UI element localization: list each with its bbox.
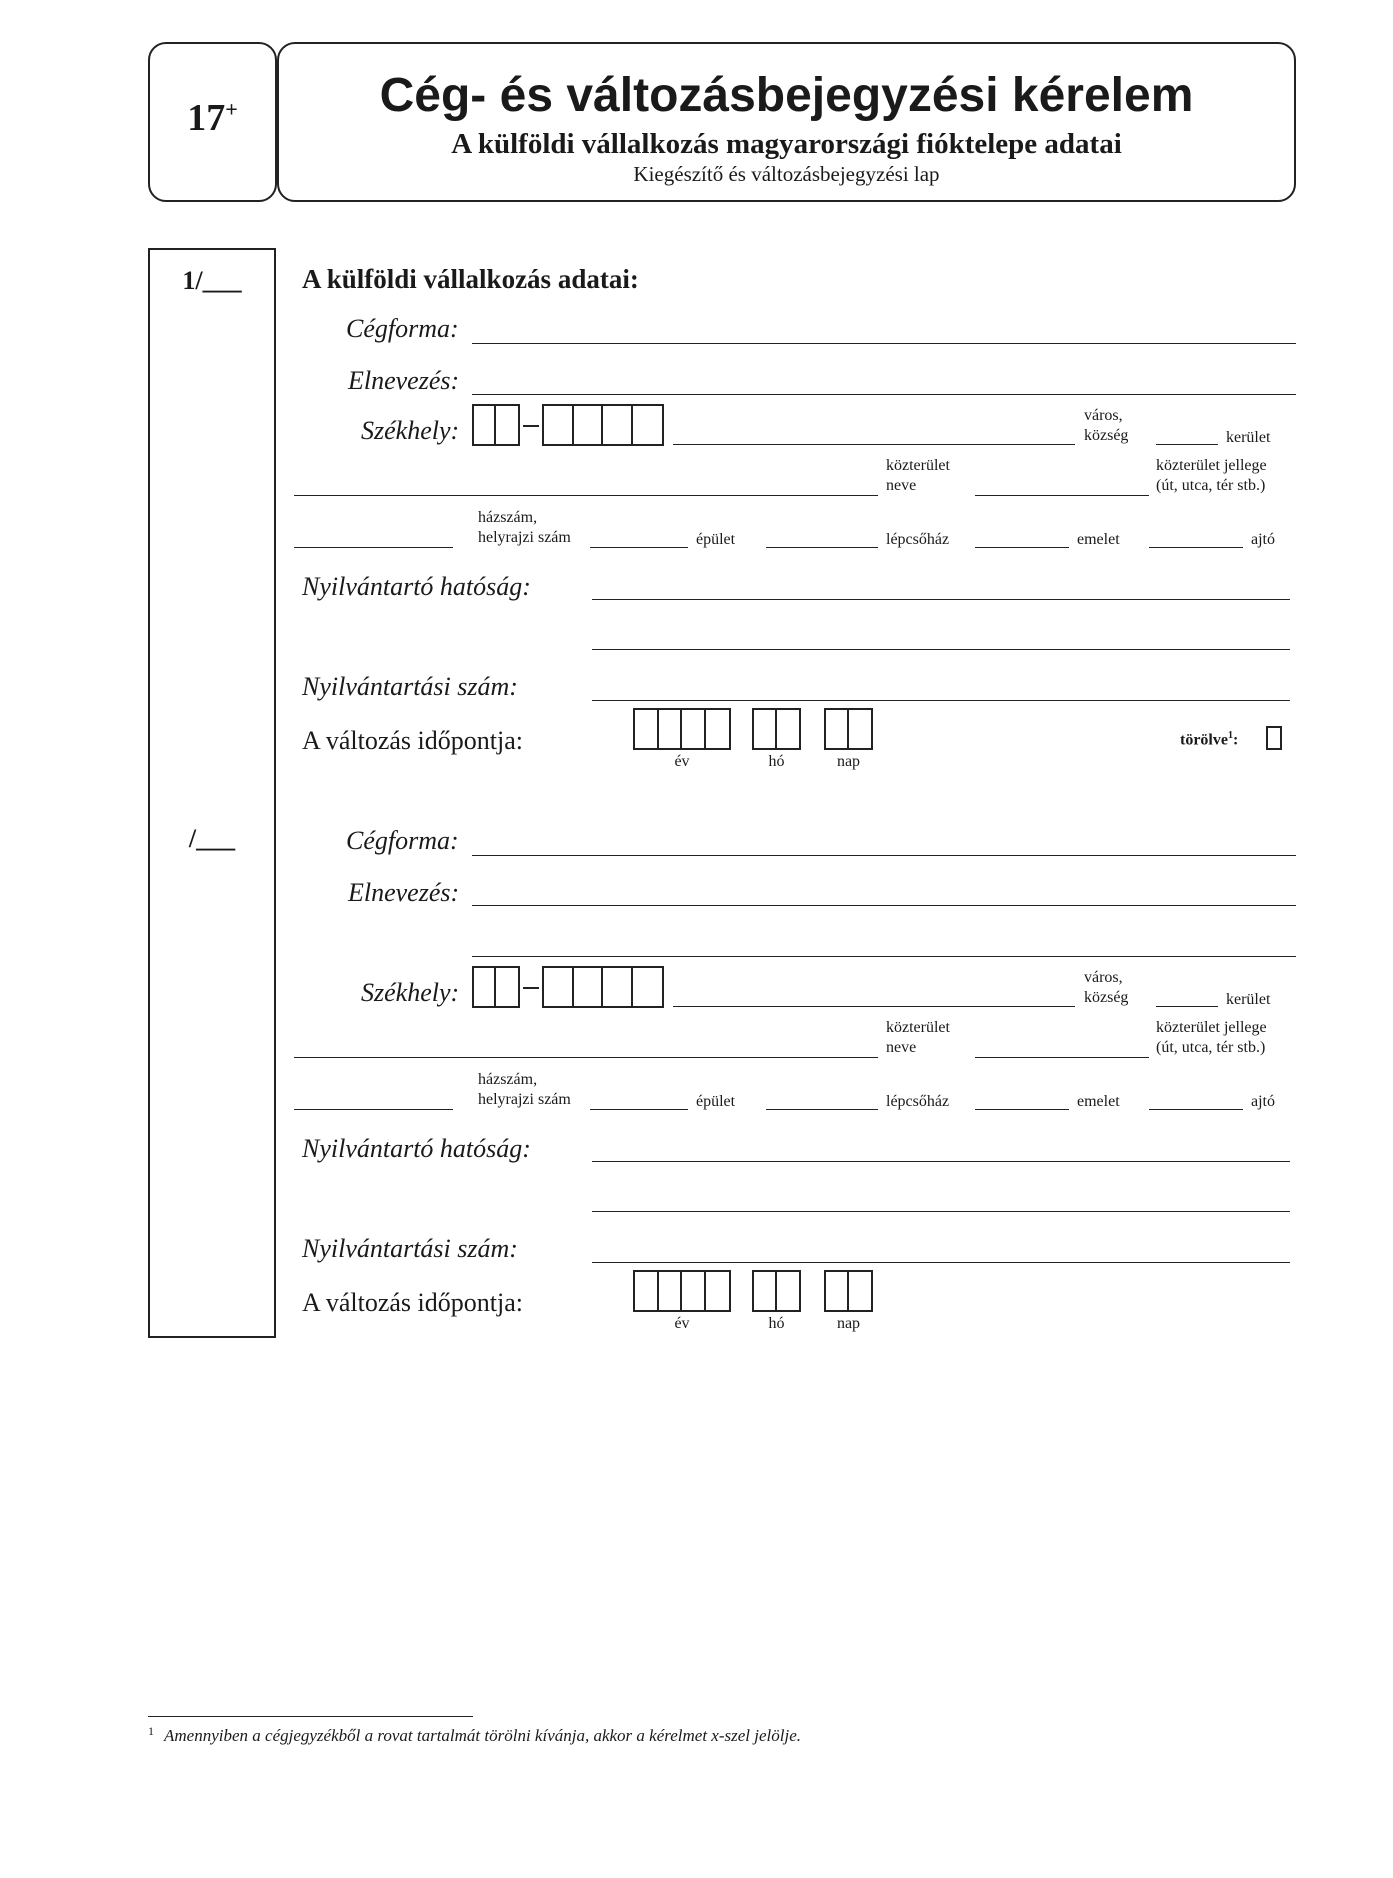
iranyitoszam-dash xyxy=(523,425,539,427)
szekhely-label-2: Székhely: xyxy=(361,978,460,1007)
nap-boxes[interactable] xyxy=(824,708,873,750)
varos-label-2-line2: község xyxy=(1084,989,1129,1006)
ho-boxes-2[interactable] xyxy=(752,1270,801,1312)
ev-label: év xyxy=(674,753,690,770)
form-number-sup: + xyxy=(225,96,238,122)
nap-label-2: nap xyxy=(836,1315,861,1332)
hazszam-2-line1: házszám, xyxy=(478,1071,538,1088)
emelet-field[interactable] xyxy=(975,547,1069,548)
varos-label-line2: község xyxy=(1084,427,1129,444)
varos-field[interactable] xyxy=(673,444,1075,445)
emelet-field-2[interactable] xyxy=(975,1109,1069,1110)
kerulet-label: kerület xyxy=(1226,429,1271,446)
emelet-label: emelet xyxy=(1077,531,1120,548)
ev-label-2: év xyxy=(674,1315,690,1332)
cegforma-field-2[interactable] xyxy=(472,855,1296,856)
kozterulet-neve-label-2 xyxy=(886,1018,950,1058)
elnevezes-field-2a[interactable] xyxy=(472,905,1296,906)
form-number-value: 17 xyxy=(187,97,226,139)
ajto-label-2: ajtó xyxy=(1251,1093,1275,1110)
torolve-checkbox[interactable] xyxy=(1266,726,1282,750)
varos-label xyxy=(1084,406,1128,446)
nyilvantartasi-szam-field-2[interactable] xyxy=(592,1262,1290,1263)
torolve-sup: 1 xyxy=(1227,730,1233,741)
ho-boxes[interactable] xyxy=(752,708,801,750)
nyilvantarto-hatosag-field-2a[interactable] xyxy=(592,1161,1290,1162)
elnevezes-field[interactable] xyxy=(472,394,1296,395)
nap-boxes-2[interactable] xyxy=(824,1270,873,1312)
page-title: Cég- és változásbejegyzési kérelem xyxy=(379,69,1194,122)
kozterulet-jellege-label-2 xyxy=(1156,1018,1267,1058)
kerulet-field[interactable] xyxy=(1156,444,1218,445)
nyilvantartasi-szam-label-2: Nyilvántartási szám: xyxy=(302,1234,518,1263)
kozterulet-jellege-line2: (út, utca, tér stb.) xyxy=(1156,477,1266,494)
varos-label-2 xyxy=(1084,968,1128,1008)
iranyitoszam-code-boxes-2[interactable] xyxy=(542,966,664,1008)
kozterulet-jellege-field-2[interactable] xyxy=(975,1057,1149,1058)
iranyitoszam-dash-2 xyxy=(523,987,539,989)
nyilvantarto-hatosag-label: Nyilvántartó hatóság: xyxy=(302,572,531,601)
iranyitoszam-country-boxes-2[interactable] xyxy=(472,966,520,1008)
ho-label: hó xyxy=(768,753,785,770)
section-number-second: /___ xyxy=(188,824,236,853)
footnote-divider xyxy=(148,1716,473,1717)
hazszam-label-2 xyxy=(478,1070,571,1110)
iranyitoszam-code-boxes[interactable] xyxy=(542,404,664,446)
hazszam-label xyxy=(478,508,571,548)
nyilvantartasi-szam-label: Nyilvántartási szám: xyxy=(302,672,518,701)
lepcsohaz-field[interactable] xyxy=(766,547,878,548)
nyilvantarto-hatosag-field-2[interactable] xyxy=(592,649,1290,650)
hazszam-field-2[interactable] xyxy=(294,1109,453,1110)
page-subtitle: A külföldi vállalkozás magyarországi fióktelepe adatai xyxy=(451,128,1122,160)
hazszam-line2: helyrajzi szám xyxy=(478,529,571,546)
section-title: A külföldi vállalkozás adatai: xyxy=(302,264,639,294)
ajto-field[interactable] xyxy=(1149,547,1243,548)
page-small-title: Kiegészítő és változásbejegyzési lap xyxy=(633,162,940,186)
varos-label-line1: város, xyxy=(1084,407,1123,424)
elnevezes-label-2: Elnevezés: xyxy=(348,878,460,907)
nyilvantarto-hatosag-label-2: Nyilvántartó hatóság: xyxy=(302,1134,531,1163)
varos-label-2-line1: város, xyxy=(1084,969,1123,986)
epulet-label: épület xyxy=(696,531,736,548)
hazszam-2-line2: helyrajzi szám xyxy=(478,1091,571,1108)
kozterulet-neve-field-2[interactable] xyxy=(294,1057,878,1058)
ho-label-2: hó xyxy=(768,1315,785,1332)
lepcsohaz-label-2: lépcsőház xyxy=(886,1093,950,1110)
kerulet-field-2[interactable] xyxy=(1156,1006,1218,1007)
elnevezes-label: Elnevezés: xyxy=(348,366,460,395)
hazszam-field[interactable] xyxy=(294,547,453,548)
valtozas-idopontja-label-2: A változás időpontja: xyxy=(302,1288,523,1317)
ev-boxes-2[interactable] xyxy=(633,1270,731,1312)
kozterulet-neve-2-line1: közterület xyxy=(886,1019,950,1036)
footnote-marker: 1 xyxy=(148,1724,154,1738)
kozterulet-neve-line1: közterület xyxy=(886,457,950,474)
lepcsohaz-field-2[interactable] xyxy=(766,1109,878,1110)
nap-label: nap xyxy=(836,753,861,770)
lepcsohaz-label: lépcsőház xyxy=(886,531,950,548)
kozterulet-jellege-line1: közterület jellege xyxy=(1156,457,1267,474)
torolve-label xyxy=(1180,730,1238,749)
nyilvantartasi-szam-field[interactable] xyxy=(592,700,1290,701)
epulet-field[interactable] xyxy=(590,547,688,548)
kozterulet-jellege-label xyxy=(1156,456,1267,496)
kozterulet-neve-line2: neve xyxy=(886,477,917,494)
kozterulet-jellege-2-line2: (út, utca, tér stb.) xyxy=(1156,1039,1266,1056)
footnote-text: Amennyiben a cégjegyzékből a rovat tartalmát törölni kívánja, akkor a kérelmet x-szel jelölje. xyxy=(164,1726,802,1746)
cegforma-label-2: Cégforma: xyxy=(346,826,459,855)
kozterulet-neve-field[interactable] xyxy=(294,495,878,496)
section-number-column xyxy=(148,248,276,1338)
emelet-label-2: emelet xyxy=(1077,1093,1120,1110)
hazszam-line1: házszám, xyxy=(478,509,538,526)
footnote xyxy=(148,1724,801,1746)
iranyitoszam-country-boxes[interactable] xyxy=(472,404,520,446)
kozterulet-jellege-2-line1: közterület jellege xyxy=(1156,1019,1267,1036)
nyilvantarto-hatosag-field-1[interactable] xyxy=(592,599,1290,600)
epulet-label-2: épület xyxy=(696,1093,736,1110)
epulet-field-2[interactable] xyxy=(590,1109,688,1110)
nyilvantarto-hatosag-field-2b[interactable] xyxy=(592,1211,1290,1212)
torolve-text: törölve xyxy=(1180,731,1228,749)
form-number xyxy=(148,96,277,140)
varos-field-2[interactable] xyxy=(673,1006,1075,1007)
kozterulet-neve-label xyxy=(886,456,950,496)
valtozas-idopontja-label: A változás időpontja: xyxy=(302,726,523,755)
section-number-first: 1/___ xyxy=(182,266,242,295)
torolve-colon: : xyxy=(1232,731,1239,749)
elnevezes-field-2b[interactable] xyxy=(472,956,1296,957)
kerulet-label-2: kerület xyxy=(1226,991,1271,1008)
szekhely-label: Székhely: xyxy=(361,416,460,445)
ajto-field-2[interactable] xyxy=(1149,1109,1243,1110)
ajto-label: ajtó xyxy=(1251,531,1275,548)
ev-boxes[interactable] xyxy=(633,708,731,750)
kozterulet-neve-2-line2: neve xyxy=(886,1039,917,1056)
cegforma-label: Cégforma: xyxy=(346,314,459,343)
kozterulet-jellege-field[interactable] xyxy=(975,495,1149,496)
cegforma-field[interactable] xyxy=(472,343,1296,344)
